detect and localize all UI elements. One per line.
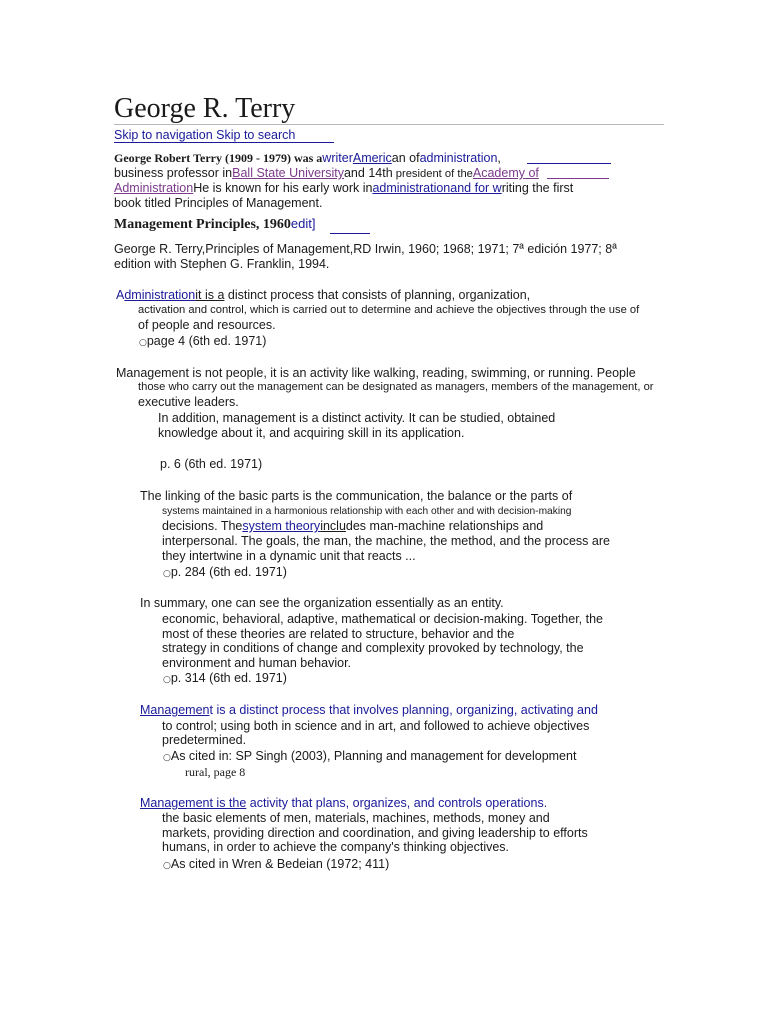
quote-2-source xyxy=(160,457,262,473)
american-link[interactable]: Americ xyxy=(352,151,392,165)
edit-underline xyxy=(330,233,370,234)
quote-6-line-3: markets, providing direction and coordination, and giving leadership to efforts xyxy=(162,826,588,840)
circle-bullet-icon: ○ xyxy=(163,861,171,871)
intro-line2-text: business professor in xyxy=(114,166,233,180)
quote-5-line-1 xyxy=(140,703,598,719)
quote-5-cite: As cited in: SP Singh (2003), Planning and management for development xyxy=(170,749,577,763)
quote-2-line-4: In addition, management is a distinct activity. It can be studied, obtained xyxy=(158,411,556,425)
intro-line2-b: and 14th xyxy=(343,166,393,180)
intro-an-of: an of xyxy=(391,151,420,165)
skip-links xyxy=(114,128,295,143)
quote-3-line-3 xyxy=(162,519,543,534)
intro-name-dates: George Robert Terry (1909 - 1979) was a xyxy=(114,151,323,165)
quote-6-line-4: humans, in order to achieve the company's thinking objectives. xyxy=(162,840,510,854)
intro-line-3 xyxy=(114,181,573,196)
management-link[interactable]: Managemen xyxy=(140,703,210,717)
intro-line3-text: He is known for his early work in xyxy=(193,181,373,195)
ball-state-link[interactable]: Ball State University xyxy=(232,166,344,180)
quote-4-source xyxy=(163,671,287,688)
academy-link[interactable]: Academy of xyxy=(472,166,539,180)
intro-line2-c: president of the xyxy=(392,168,473,180)
quote-4-line-4: strategy in conditions of change and complexity provoked by technology, the xyxy=(162,641,584,655)
section-heading xyxy=(114,216,316,232)
citation-line-1: George R. Terry,Principles of Management,RD Irwin, 1960; 1968; 1971; 7ª edición 1977; 8ª xyxy=(114,242,617,256)
inclu-text: inclu xyxy=(320,519,346,533)
quote-3-page: p. 284 (6th ed. 1971) xyxy=(170,565,287,579)
section-heading-text: Management Principles, 1960 xyxy=(114,217,291,232)
quote-6-text[interactable]: activity that plans, organizes, and controls operations. xyxy=(246,796,548,810)
quote-3-line-3-text: decisions. The xyxy=(162,519,243,533)
quote-4-line-5: environment and human behavior. xyxy=(162,656,352,670)
quote-2-line-5: knowledge about it, and acquiring skill in its application. xyxy=(158,426,465,440)
intro-underline xyxy=(527,163,611,164)
quote-4-line-2: economic, behavioral, adaptive, mathematical or decision-making. Together, the xyxy=(162,612,603,626)
quote-4-line-1 xyxy=(140,596,504,612)
administration-link-3[interactable]: dministration xyxy=(124,288,196,302)
intro-line3-end: riting the first xyxy=(501,181,574,195)
quote-1-line-3: of people and resources. xyxy=(138,318,276,332)
academy-underline xyxy=(547,178,609,179)
it-is-a-text: it is a xyxy=(195,288,225,302)
quote-4-page: p. 314 (6th ed. 1971) xyxy=(170,671,287,685)
quote-1-line-2: activation and control, which is carried out to determine and achieve the objectives through the use of xyxy=(138,304,640,316)
quote-1-text: distinct process that consists of planning, organization, xyxy=(224,288,531,302)
administration-link-2[interactable]: administration xyxy=(372,181,451,195)
quote-3-line-5: they intertwine in a dynamic unit that reacts ... xyxy=(162,549,416,563)
quote-1-source xyxy=(139,334,266,351)
quote-6-cite: As cited in Wren & Bedeian (1972; 411) xyxy=(170,857,390,871)
quote-2-text: Management is not people, it is an activity like walking, reading, swimming, or running. People xyxy=(116,366,636,380)
circle-bullet-icon: ○ xyxy=(163,753,171,763)
intro-line-4: book titled Principles of Management. xyxy=(114,196,323,210)
administration-academy-link[interactable]: Administration xyxy=(114,181,194,195)
administration-a-link[interactable]: A xyxy=(116,288,125,302)
quote-3-line-4: interpersonal. The goals, the man, the machine, the method, and the process are xyxy=(162,534,610,548)
quote-5-line-2: to control; using both in science and in art, and followed to achieve objectives xyxy=(162,719,590,733)
quote-5-line-3: predetermined. xyxy=(162,733,247,747)
system-theory-link[interactable]: system theory xyxy=(242,519,321,533)
intro-line-2 xyxy=(114,166,539,182)
quote-5-cite-2: rural, page 8 xyxy=(185,765,246,779)
intro-line-1: George Robert Terry (1909 - 1979) was awriterAmerican ofadministration, xyxy=(114,151,501,165)
citation-line-2: edition with Stephen G. Franklin, 1994. xyxy=(114,257,330,271)
quote-1-page: page 4 (6th ed. 1971) xyxy=(146,334,267,348)
title-divider xyxy=(114,124,664,125)
quote-2-line-2: those who carry out the management can be designated as managers, members of the management, or xyxy=(138,381,654,393)
skip-to-search-link[interactable]: Skip to search xyxy=(216,128,296,142)
quote-3-text: The linking of the basic parts is the communication, the balance or the parts of xyxy=(140,489,573,503)
management-is-the-link[interactable]: Management is the xyxy=(140,796,247,810)
quote-6-source xyxy=(163,857,389,874)
quote-6-line-2: the basic elements of men, materials, machines, methods, money and xyxy=(162,811,550,825)
quote-3-line-1 xyxy=(140,489,572,505)
quote-4-line-3: most of these theories are related to structure, behavior and the xyxy=(162,627,515,641)
quote-6-line-1 xyxy=(140,796,547,812)
writer-link[interactable]: writer xyxy=(322,151,353,165)
quote-4-text: In summary, one can see the organization essentially as an entity. xyxy=(140,596,504,610)
edit-link[interactable]: edit] xyxy=(290,216,316,231)
quote-1-line-1 xyxy=(116,288,530,304)
page-title: George R. Terry xyxy=(114,93,296,124)
administration-link[interactable]: administration xyxy=(419,151,498,165)
and-for-link[interactable]: and for w xyxy=(450,181,502,195)
quote-3-line-3-end: des man-machine relationships and xyxy=(345,519,544,533)
circle-bullet-icon: ○ xyxy=(163,675,171,685)
quote-5-text[interactable]: t is a distinct process that involves planning, organizing, activating and xyxy=(209,703,598,717)
quote-2-line-3: executive leaders. xyxy=(138,395,239,409)
quote-5-source xyxy=(163,749,576,766)
skip-to-navigation-link[interactable]: Skip to navigation xyxy=(114,128,213,142)
quote-3-line-2: systems maintained in a harmonious relationship with each other and with decision-making xyxy=(162,506,572,517)
quote-2-page: p. 6 (6th ed. 1971) xyxy=(160,457,263,471)
quote-3-source xyxy=(163,565,287,582)
circle-bullet-icon: ○ xyxy=(163,569,171,579)
circle-bullet-icon: ○ xyxy=(139,338,147,348)
skip-links-underline xyxy=(114,142,334,143)
